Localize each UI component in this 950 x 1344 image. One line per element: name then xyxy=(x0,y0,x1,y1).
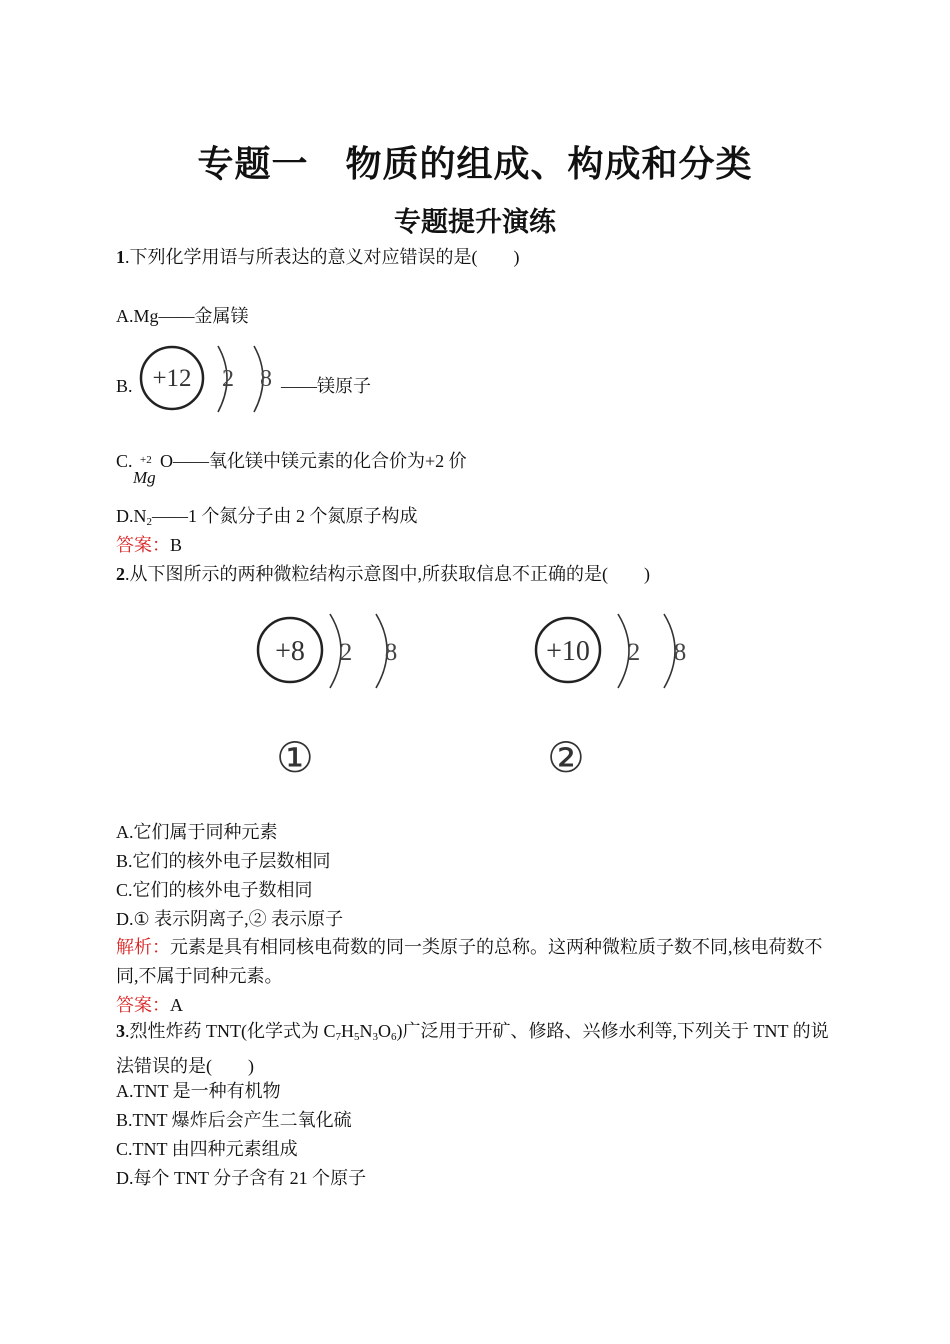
formula-subscript: 2 xyxy=(146,516,152,528)
question-3-number: 3 xyxy=(116,1021,125,1041)
shell-2-electrons: 8 xyxy=(260,366,272,392)
valence-element: Mg xyxy=(133,468,156,487)
question-2-option-c: C.它们的核外电子数相同 xyxy=(116,880,313,900)
answer-label: 答案： xyxy=(116,995,170,1015)
nucleus-charge: +8 xyxy=(275,636,305,667)
nucleus-charge: +10 xyxy=(546,636,590,667)
valence-charge: +2 xyxy=(140,454,152,466)
question-1-number: 1 xyxy=(116,247,125,267)
page-subtitle: 专题提升演练 xyxy=(394,207,556,238)
analysis-label: 解析： xyxy=(116,937,170,957)
formula-sub-o: 6 xyxy=(391,1031,397,1043)
question-2-answer xyxy=(116,993,183,1017)
formula-sub-n: 3 xyxy=(372,1031,378,1043)
question-3-option-a: A.TNT 是一种有机物 xyxy=(116,1081,281,1101)
formula-o: O xyxy=(378,1021,391,1041)
question-2-option-b: B.它们的核外电子层数相同 xyxy=(116,851,331,871)
question-3-option-d: D.每个 TNT 分子含有 21 个原子 xyxy=(116,1168,367,1188)
question-1-option-a: A.Mg——金属镁 xyxy=(116,306,249,326)
shell-2-electrons: 8 xyxy=(673,639,687,666)
question-2-stem xyxy=(116,562,650,586)
formula-n: N xyxy=(359,1021,373,1041)
stem-part-1: .烈性炸药 TNT(化学式为 C xyxy=(125,1021,336,1041)
diagram-label: ① xyxy=(276,736,314,782)
question-2-text: .从下图所示的两种微粒结构示意图中,所获取信息不正确的是( ) xyxy=(125,564,650,584)
neon-atom-diagram xyxy=(528,604,698,794)
nucleus-charge: +12 xyxy=(152,365,192,392)
shell-1-electrons: 2 xyxy=(339,639,353,666)
question-1-option-b-text: ——镁原子 xyxy=(281,376,371,396)
question-1-option-d xyxy=(116,504,418,534)
answer-label: 答案： xyxy=(116,535,170,555)
question-1-option-c-prefix: C. xyxy=(116,451,133,471)
question-1-text: .下列化学用语与所表达的意义对应错误的是( ) xyxy=(125,247,520,267)
option-d-text: ——1 个氮分子由 2 个氮原子构成 xyxy=(152,506,418,526)
question-3-option-c: C.TNT 由四种元素组成 xyxy=(116,1139,298,1159)
formula-n: D.N xyxy=(116,506,147,526)
formula-sub-h: 5 xyxy=(354,1031,360,1043)
page-title: 专题一 物质的组成、构成和分类 xyxy=(197,144,753,185)
shell-1-electrons: 2 xyxy=(627,639,641,666)
question-1-option-c-text: O——氧化镁中镁元素的化合价为+2 价 xyxy=(160,451,467,471)
question-2-number: 2 xyxy=(116,564,125,584)
stem-part-2: )广泛用于开矿、修路、兴修水利等,下列关于 TNT 的说法错误的是( ) xyxy=(116,1021,829,1076)
question-2-analysis xyxy=(116,933,830,991)
question-2-option-a: A.它们属于同种元素 xyxy=(116,822,278,842)
shell-2-electrons: 8 xyxy=(384,639,398,666)
question-3-option-b: B.TNT 爆炸后会产生二氧化硫 xyxy=(116,1110,352,1130)
question-1-answer xyxy=(116,533,182,557)
analysis-text: 元素是具有相同核电荷数的同一类原子的总称。这两种微粒质子数不同,核电荷数不同,不属于同种元素。 xyxy=(116,937,823,986)
magnesium-atom-diagram xyxy=(136,340,282,416)
diagram-label: ② xyxy=(547,736,585,782)
question-3-stem xyxy=(116,1017,830,1081)
question-1-stem xyxy=(116,245,520,269)
oxygen-ion-diagram xyxy=(250,604,410,794)
answer-value: B xyxy=(170,535,183,555)
answer-value: A xyxy=(170,995,183,1015)
formula-h: H xyxy=(341,1021,354,1041)
question-1-option-b-prefix: B. xyxy=(116,376,133,396)
shell-1-electrons: 2 xyxy=(222,366,234,392)
formula-sub-c: 7 xyxy=(335,1031,341,1043)
question-2-option-d: D.① 表示阴离子,② 表示原子 xyxy=(116,909,344,929)
